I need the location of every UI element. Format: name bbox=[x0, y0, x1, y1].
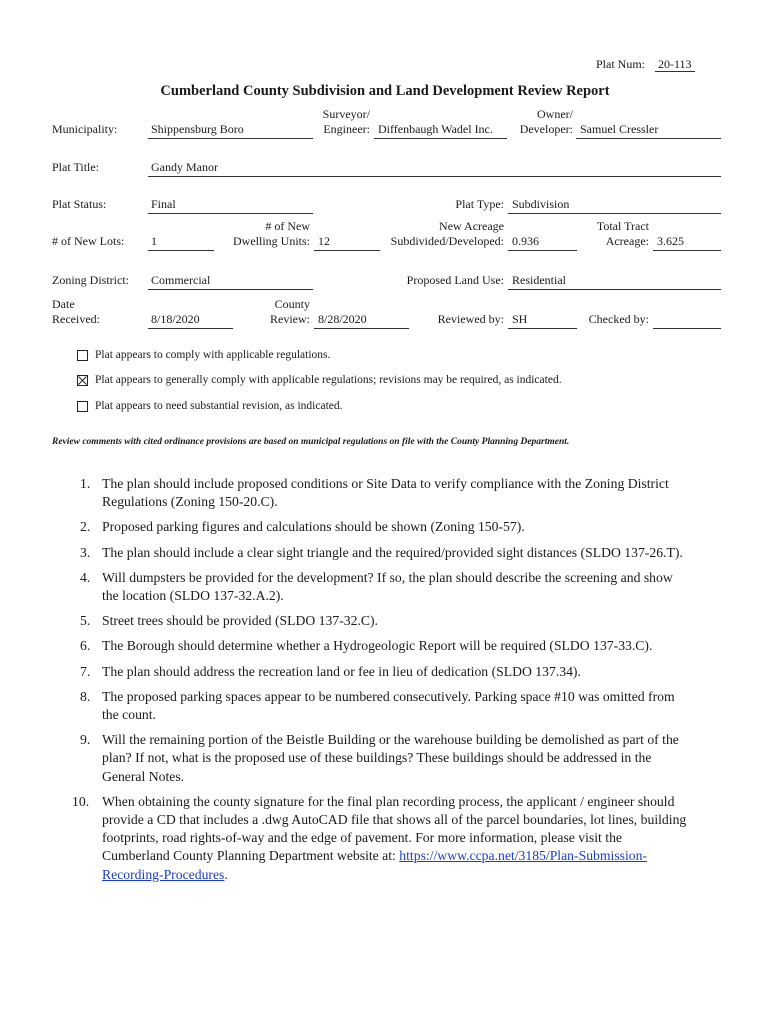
plat-title-value: Gandy Manor bbox=[151, 160, 218, 174]
dwelling-units-underline bbox=[314, 250, 380, 251]
plat-num-label: Plat Num: bbox=[596, 57, 646, 71]
list-item bbox=[70, 612, 690, 630]
list-item-number: 6. bbox=[80, 638, 91, 654]
link-suffix: . bbox=[224, 866, 228, 882]
total-acreage-underline bbox=[653, 250, 721, 251]
list-item bbox=[70, 475, 690, 511]
list-item-text: Will the remaining portion of the Beistle Building or the warehouse building be demolished as part of the plan? If not, what is the proposed use of these buildings? These buildings should be addressed in the General Notes. bbox=[102, 732, 679, 784]
list-item bbox=[70, 544, 690, 562]
proposed-land-use-label: Proposed Land Use: bbox=[406, 273, 504, 287]
list-item bbox=[70, 663, 690, 681]
dwelling-units-value: 12 bbox=[318, 234, 330, 248]
list-item-text: The proposed parking spaces appear to be numbered consecutively. Parking space #10 was omitted from the count. bbox=[102, 688, 675, 723]
total-acreage-label-line2: Acreage: bbox=[605, 234, 649, 248]
proposed-land-use-value: Residential bbox=[512, 273, 566, 287]
checkbox-substantial-revision-label: Plat appears to need substantial revision, as indicated. bbox=[95, 400, 343, 412]
county-review-value: 8/28/2020 bbox=[318, 312, 367, 326]
plat-status-value: Final bbox=[151, 197, 176, 211]
proposed-land-use-underline bbox=[508, 289, 721, 290]
list-item-number: 4. bbox=[80, 569, 91, 585]
plat-type-value: Subdivision bbox=[512, 197, 570, 211]
new-lots-label: # of New Lots: bbox=[52, 234, 125, 248]
list-item-number: 1. bbox=[80, 476, 91, 491]
list-item-number: 10. bbox=[72, 793, 90, 809]
date-received-underline bbox=[148, 328, 233, 329]
total-acreage-label-line1: Total Tract bbox=[596, 219, 649, 233]
list-item-text: The plan should address the recreation land or fee in lieu of dedication (SLDO 137.34). bbox=[102, 663, 581, 679]
list-item-text: Will dumpsters be provided for the development? If so, the plan should describe the screening and show the location (SLDO 137-32.A.2). bbox=[102, 569, 673, 604]
reviewed-by-value: SH bbox=[512, 312, 528, 326]
list-item-number: 5. bbox=[80, 613, 91, 629]
checkbox-comply[interactable] bbox=[77, 350, 88, 361]
comments-list bbox=[70, 475, 690, 891]
municipality-label: Municipality: bbox=[52, 122, 118, 136]
municipality-value: Shippensburg Boro bbox=[151, 122, 244, 136]
checkbox-substantial-revision[interactable] bbox=[77, 401, 88, 412]
dwelling-units-label-line2: Dwelling Units: bbox=[233, 234, 310, 248]
reviewed-by-underline bbox=[508, 328, 577, 329]
surveyor-underline bbox=[374, 138, 507, 139]
reviewed-by-label: Reviewed by: bbox=[437, 312, 504, 326]
owner-underline bbox=[576, 138, 721, 139]
new-lots-underline bbox=[148, 250, 214, 251]
list-item bbox=[70, 731, 690, 786]
plat-title-underline bbox=[148, 176, 721, 177]
plat-type-underline bbox=[508, 213, 721, 214]
list-item-text: Street trees should be provided (SLDO 137-32.C). bbox=[102, 613, 378, 629]
municipality-underline bbox=[148, 138, 313, 139]
date-received-label-line2: Received: bbox=[52, 312, 100, 326]
list-item-number: 3. bbox=[80, 544, 91, 560]
owner-label-line1: Owner/ bbox=[537, 107, 573, 121]
plat-num-value: 20-113 bbox=[658, 57, 692, 71]
owner-value: Samuel Cressler bbox=[580, 122, 659, 136]
list-item-text: Proposed parking figures and calculations should be shown (Zoning 150-57). bbox=[102, 519, 525, 535]
county-review-label-line2: Review: bbox=[270, 312, 310, 326]
list-item bbox=[70, 518, 690, 536]
surveyor-value: Diffenbaugh Wadel Inc. bbox=[378, 122, 493, 136]
list-item-text: When obtaining the county signature for the final plan recording process, the applicant / engineer should provide a CD that includes a .dwg AutoCAD file that shows all of the parcel boundaries, lot lines, building footprints, road rights-of-way and the edge of pavement. For more information, please visit the Cumberland County Planning Department website at: bbox=[102, 793, 687, 864]
list-item-number: 2. bbox=[80, 519, 91, 535]
list-item-text: The plan should include proposed conditions or Site Data to verify compliance with the Zoning District Regulations (Zoning 150-20.C). bbox=[102, 476, 669, 510]
list-item-text: The Borough should determine whether a Hydrogeologic Report will be required (SLDO 137-33.C). bbox=[102, 638, 653, 654]
owner-label-line2: Developer: bbox=[519, 122, 573, 136]
review-note: Review comments with cited ordinance provisions are based on municipal regulations on file with the County Planning Department. bbox=[52, 437, 570, 447]
zoning-district-value: Commercial bbox=[151, 273, 211, 287]
page-title: Cumberland County Subdivision and Land Development Review Report bbox=[160, 83, 610, 99]
county-review-label-line1: County bbox=[274, 297, 310, 311]
checkbox-generally-comply-label: Plat appears to generally comply with applicable regulations; revisions may be required, as indicated. bbox=[95, 374, 562, 386]
list-item bbox=[70, 569, 690, 605]
list-item bbox=[70, 793, 690, 884]
checkbox-x-icon bbox=[78, 376, 87, 385]
checked-by-label: Checked by: bbox=[588, 312, 649, 326]
new-lots-value: 1 bbox=[151, 234, 157, 248]
dwelling-units-label-line1: # of New bbox=[265, 219, 310, 233]
list-item bbox=[70, 688, 690, 724]
surveyor-label-line2: Engineer: bbox=[323, 122, 370, 136]
plat-status-label: Plat Status: bbox=[52, 197, 107, 211]
checkbox-generally-comply[interactable] bbox=[77, 375, 88, 386]
new-acreage-label-line2: Subdivided/Developed: bbox=[390, 234, 504, 248]
total-acreage-value: 3.625 bbox=[657, 234, 684, 248]
checked-by-underline bbox=[653, 328, 721, 329]
new-acreage-label-line1: New Acreage bbox=[439, 219, 504, 233]
plan-submission-link[interactable]: https://www.ccpa.net/3185/Plan-Submission-Recording-Procedures bbox=[102, 848, 648, 882]
checkbox-comply-label: Plat appears to comply with applicable regulations. bbox=[95, 349, 331, 361]
new-acreage-value: 0.936 bbox=[512, 234, 539, 248]
zoning-district-label: Zoning District: bbox=[52, 273, 129, 287]
list-item bbox=[70, 637, 690, 655]
plat-title-label: Plat Title: bbox=[52, 160, 100, 174]
plat-status-underline bbox=[148, 213, 313, 214]
county-review-underline bbox=[314, 328, 409, 329]
zoning-district-underline bbox=[148, 289, 313, 290]
new-acreage-underline bbox=[508, 250, 577, 251]
plat-num-underline bbox=[655, 71, 695, 72]
surveyor-label-line1: Surveyor/ bbox=[322, 107, 370, 121]
date-received-value: 8/18/2020 bbox=[151, 312, 200, 326]
list-item-number: 9. bbox=[80, 732, 91, 748]
list-item-number: 8. bbox=[80, 688, 91, 704]
list-item-text: The plan should include a clear sight triangle and the required/provided sight distances (SLDO 137-26.T). bbox=[102, 544, 683, 560]
date-received-label-line1: Date bbox=[52, 297, 75, 311]
list-item-number: 7. bbox=[80, 663, 91, 679]
plat-type-label: Plat Type: bbox=[455, 197, 504, 211]
